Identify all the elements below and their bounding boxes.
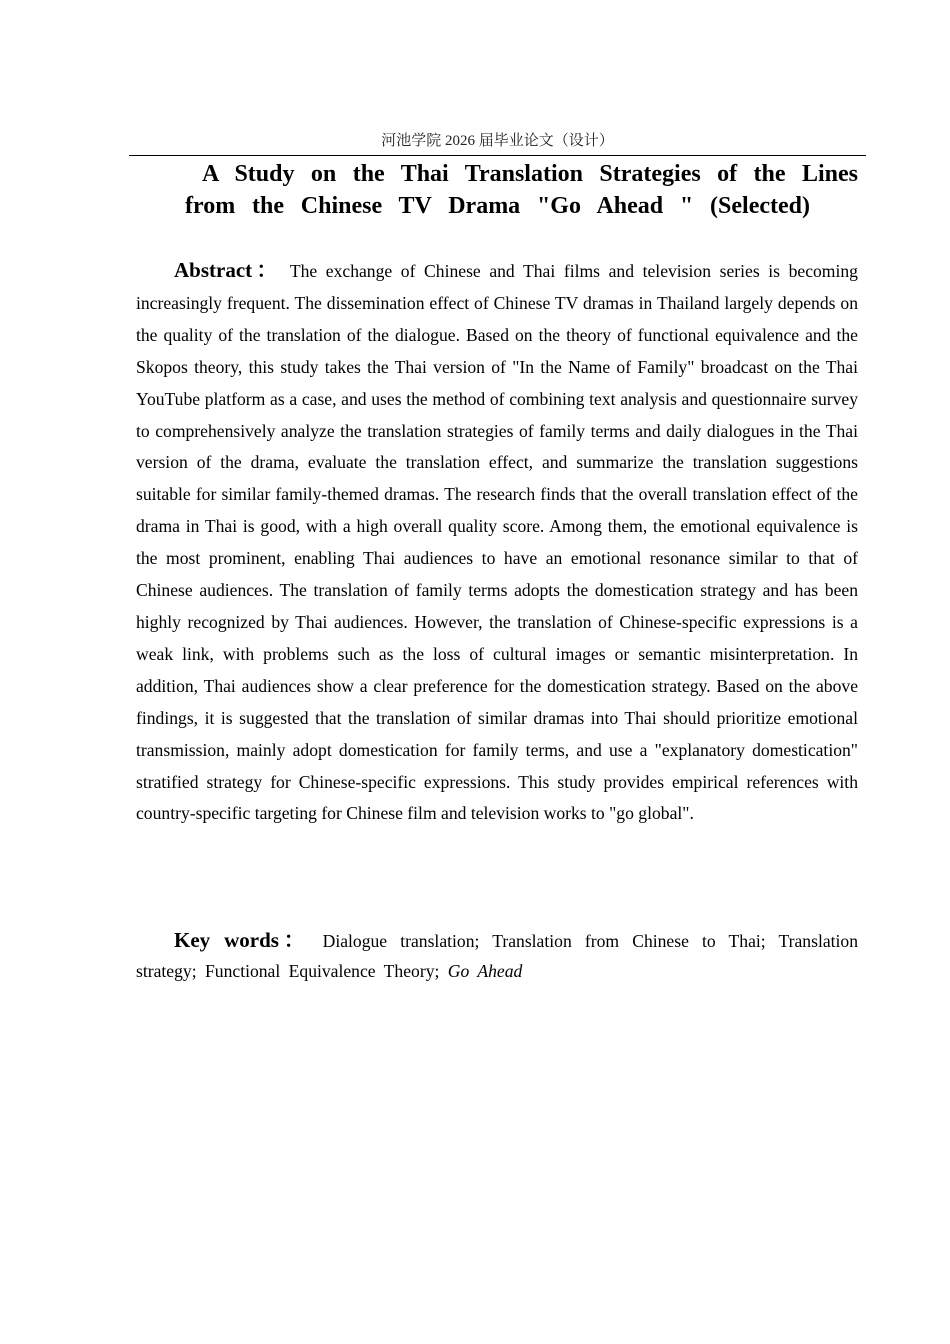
header-divider xyxy=(129,155,866,156)
title-line-1: A Study on the Thai Translation Strategies of the Lines xyxy=(202,161,858,187)
paper-title xyxy=(136,158,858,222)
keyword-item-drama-title: Go Ahead xyxy=(447,961,523,981)
title-line-2: from the Chinese TV Drama "Go Ahead " (Selected) xyxy=(185,193,810,219)
keywords-label: Key words： xyxy=(174,928,310,952)
abstract-text: The exchange of Chinese and Thai films and television series is becoming increasingly frequent. The dissemination effect of Chinese TV dramas in Thailand largely depends on the quality of the translation of the dialogue. Based on the theory of functional equivalence and the Skopos theory, this study takes the Thai version of "In the Name of Family" broadcast on the Thai YouTube platform as a case, and uses the method of combining text analysis and questionnaire survey to comprehensively analyze the translation strategies of family terms and daily dialogues in the Thai version of the drama, evaluate the translation effect, and summarize the translation suggestions suitable for similar family-themed dramas. The research finds that the overall translation effect of the drama in Thai is good, with a high overall quality score. Among them, the emotional equivalence is the most prominent, enabling Thai audiences to have an emotional resonance similar to that of Chinese audiences. The translation of family terms adopts the domestication strategy and has been highly recognized by Thai audiences. However, the translation of Chinese-specific expressions is a weak link, with problems such as the loss of cultural images or semantic misinterpretation. In addition, Thai audiences show a clear preference for the domestication strategy. Based on the above findings, it is suggested that the translation of similar dramas into Thai should prioritize emotional transmission, mainly adopt domestication for family terms, and use a "explanatory domestication" stratified strategy for Chinese-specific expressions. This study provides empirical references with country-specific targeting for Chinese film and television works to "go global". xyxy=(136,261,858,824)
running-header: 河池学院 2026 届毕业论文（设计） xyxy=(381,133,614,149)
keyword-item: Translation strategy xyxy=(136,931,859,981)
keyword-item: Functional Equivalence Theory xyxy=(205,961,435,981)
keywords-paragraph: Key words： Dialogue translation; Translation from Chinese to Thai; Translation strategy; Functional Equivalence Theory; Go Ahead xyxy=(136,928,859,981)
keyword-item: Translation from Chinese to Thai xyxy=(492,931,761,951)
abstract-paragraph xyxy=(136,255,858,830)
keyword-item: Dialogue translation xyxy=(322,931,475,951)
abstract-label: Abstract： xyxy=(174,258,282,282)
